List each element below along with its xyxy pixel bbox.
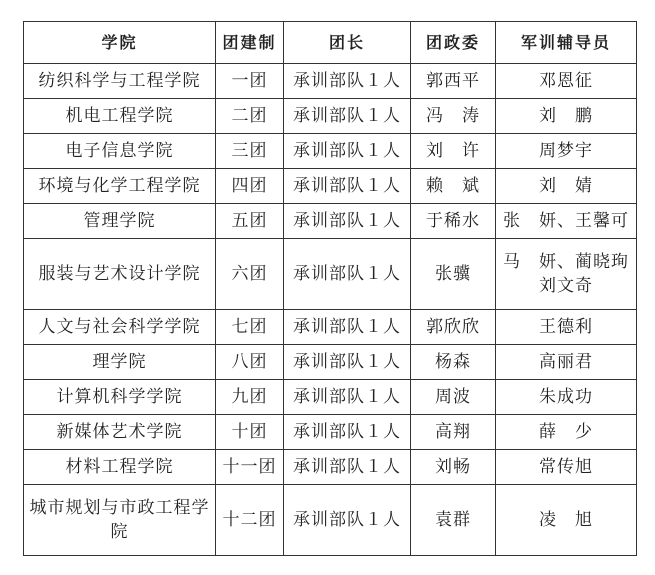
cell-commander: 承训部队１人 xyxy=(284,169,411,204)
cell-commander: 承训部队１人 xyxy=(284,99,411,134)
cell-college: 机电工程学院 xyxy=(24,99,216,134)
cell-commander: 承训部队１人 xyxy=(284,239,411,310)
cell-college: 服装与艺术设计学院 xyxy=(24,239,216,310)
table-row xyxy=(24,64,637,99)
header-commander: 团长 xyxy=(284,22,411,64)
cell-commander: 承训部队１人 xyxy=(284,310,411,345)
cell-instructors: 王德利 xyxy=(496,310,637,345)
cell-instructors: 常传旭 xyxy=(496,450,637,485)
cell-instructors: 邓恩征 xyxy=(496,64,637,99)
cell-regiment: 二团 xyxy=(216,99,284,134)
cell-college: 人文与社会科学学院 xyxy=(24,310,216,345)
cell-college: 管理学院 xyxy=(24,204,216,239)
cell-regiment: 四团 xyxy=(216,169,284,204)
table-row xyxy=(24,485,637,556)
cell-regiment: 五团 xyxy=(216,204,284,239)
cell-college: 电子信息学院 xyxy=(24,134,216,169)
cell-college: 环境与化学工程学院 xyxy=(24,169,216,204)
cell-commander: 承训部队１人 xyxy=(284,380,411,415)
cell-commissar: 刘畅 xyxy=(411,450,496,485)
header-commissar: 团政委 xyxy=(411,22,496,64)
table-row xyxy=(24,450,637,485)
cell-commander: 承训部队１人 xyxy=(284,204,411,239)
header-instructors: 军训辅导员 xyxy=(496,22,637,64)
cell-commissar: 郭欣欣 xyxy=(411,310,496,345)
cell-commander: 承训部队１人 xyxy=(284,415,411,450)
table-row xyxy=(24,134,637,169)
military-training-roster-table xyxy=(23,21,637,556)
cell-commissar: 冯 涛 xyxy=(411,99,496,134)
cell-instructors: 朱成功 xyxy=(496,380,637,415)
cell-instructors: 薛 少 xyxy=(496,415,637,450)
cell-instructors: 凌 旭 xyxy=(496,485,637,556)
cell-commander: 承训部队１人 xyxy=(284,64,411,99)
cell-instructors: 刘 鹏 xyxy=(496,99,637,134)
cell-college: 理学院 xyxy=(24,345,216,380)
cell-instructors: 周梦宇 xyxy=(496,134,637,169)
table-row xyxy=(24,239,637,310)
cell-regiment: 六团 xyxy=(216,239,284,310)
cell-commander: 承训部队１人 xyxy=(284,485,411,556)
cell-commissar: 杨森 xyxy=(411,345,496,380)
cell-regiment: 九团 xyxy=(216,380,284,415)
cell-regiment: 十一团 xyxy=(216,450,284,485)
cell-regiment: 十团 xyxy=(216,415,284,450)
cell-commander: 承训部队１人 xyxy=(284,450,411,485)
cell-commander: 承训部队１人 xyxy=(284,345,411,380)
cell-commissar: 赖 斌 xyxy=(411,169,496,204)
cell-college: 计算机科学学院 xyxy=(24,380,216,415)
cell-commissar: 郭西平 xyxy=(411,64,496,99)
cell-instructors: 马 妍、蔺晓珣刘文奇 xyxy=(496,239,637,310)
cell-regiment: 七团 xyxy=(216,310,284,345)
cell-instructors: 高丽君 xyxy=(496,345,637,380)
cell-regiment: 十二团 xyxy=(216,485,284,556)
cell-commissar: 刘 许 xyxy=(411,134,496,169)
cell-college: 新媒体艺术学院 xyxy=(24,415,216,450)
cell-instructors: 张 妍、王馨可 xyxy=(496,204,637,239)
table-row xyxy=(24,310,637,345)
cell-commissar: 高翔 xyxy=(411,415,496,450)
table-row xyxy=(24,204,637,239)
cell-regiment: 一团 xyxy=(216,64,284,99)
table-row xyxy=(24,99,637,134)
header-regiment: 团建制 xyxy=(216,22,284,64)
cell-commissar: 周波 xyxy=(411,380,496,415)
cell-regiment: 八团 xyxy=(216,345,284,380)
cell-instructors: 刘 婧 xyxy=(496,169,637,204)
table-row xyxy=(24,415,637,450)
header-college: 学院 xyxy=(24,22,216,64)
table-row xyxy=(24,169,637,204)
table-header-row xyxy=(24,22,637,64)
table-row xyxy=(24,345,637,380)
cell-college: 材料工程学院 xyxy=(24,450,216,485)
cell-college: 纺织科学与工程学院 xyxy=(24,64,216,99)
cell-regiment: 三团 xyxy=(216,134,284,169)
cell-commander: 承训部队１人 xyxy=(284,134,411,169)
cell-commissar: 于稀水 xyxy=(411,204,496,239)
cell-commissar: 张骥 xyxy=(411,239,496,310)
table-row xyxy=(24,380,637,415)
cell-commissar: 袁群 xyxy=(411,485,496,556)
cell-college: 城市规划与市政工程学院 xyxy=(24,485,216,556)
